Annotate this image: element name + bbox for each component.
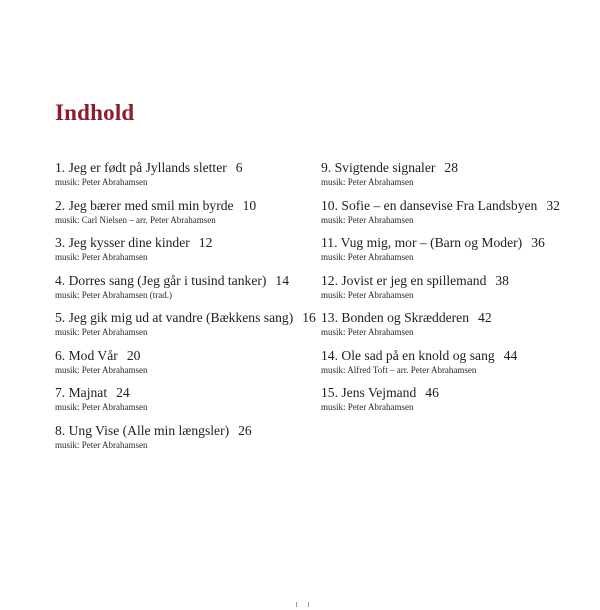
entry-line bbox=[321, 234, 581, 252]
music-credit: musik: Carl Nielsen – arr. Peter Abrahamsen bbox=[55, 214, 216, 225]
toc-entry bbox=[55, 384, 305, 422]
page-number: 16 bbox=[302, 310, 316, 325]
music-credit: musik: Peter Abrahamsen bbox=[55, 252, 148, 262]
page-number: 24 bbox=[116, 385, 130, 400]
toc-entry bbox=[55, 272, 305, 310]
entry-line bbox=[55, 309, 316, 327]
page-number: 6 bbox=[235, 160, 243, 175]
toc-entry bbox=[55, 347, 305, 385]
page-number: 28 bbox=[444, 160, 458, 175]
entry-line bbox=[55, 422, 305, 440]
toc-entry bbox=[321, 159, 581, 197]
song-title: 14. Ole sad på en knold og sang bbox=[321, 347, 495, 363]
song-title: 4. Dorres sang (Jeg går i tusind tanker) bbox=[55, 272, 267, 288]
song-title: 9. Svigtende signaler bbox=[321, 160, 436, 175]
toc-entry bbox=[321, 272, 581, 310]
entry-line bbox=[55, 197, 305, 215]
toc-entry bbox=[321, 197, 581, 235]
song-title: 8. Ung Vise (Alle min længsler) bbox=[55, 422, 230, 438]
music-credit: musik: Alfred Toft – arr. Peter Abrahamsen bbox=[321, 364, 477, 375]
toc-entry bbox=[321, 234, 581, 272]
entry-line bbox=[321, 347, 581, 365]
page-number: 38 bbox=[495, 272, 509, 288]
crop-mark-right bbox=[308, 602, 309, 607]
music-credit: musik: Peter Abrahamsen bbox=[55, 364, 148, 375]
entry-line bbox=[321, 159, 581, 177]
song-title: 13. Bonden og Skrædderen bbox=[321, 310, 470, 325]
entry-line bbox=[55, 347, 305, 365]
music-credit: musik: Peter Abrahamsen bbox=[55, 327, 148, 337]
entry-line bbox=[321, 309, 581, 327]
page-number: 36 bbox=[531, 235, 545, 250]
page-number: 32 bbox=[546, 197, 560, 213]
page-number: 46 bbox=[425, 385, 439, 400]
music-credit: musik: Peter Abrahamsen bbox=[55, 402, 148, 412]
page-number: 12 bbox=[198, 235, 213, 250]
music-credit: musik: Peter Abrahamsen bbox=[321, 252, 414, 262]
music-credit: musik: Peter Abrahamsen bbox=[321, 177, 414, 187]
page-title: Indhold bbox=[55, 100, 135, 125]
toc-entry bbox=[321, 347, 581, 385]
page-number: 20 bbox=[126, 347, 141, 363]
music-credit: musik: Peter Abrahamsen bbox=[321, 327, 414, 337]
toc-entry bbox=[55, 309, 316, 347]
page-number: 44 bbox=[503, 347, 518, 363]
toc-entry bbox=[55, 197, 305, 235]
song-title: 1. Jeg er født på Jyllands sletter bbox=[55, 160, 227, 175]
music-credit: musik: Peter Abrahamsen bbox=[55, 439, 148, 450]
song-title: 7. Majnat bbox=[55, 385, 108, 400]
song-title: 5. Jeg gik mig ud at vandre (Bækkens sang) bbox=[55, 310, 294, 325]
music-credit: musik: Peter Abrahamsen bbox=[321, 289, 414, 300]
toc-entry bbox=[55, 159, 305, 197]
song-title: 11. Vug mig, mor – (Barn og Moder) bbox=[321, 235, 523, 250]
entry-line bbox=[55, 272, 305, 290]
toc-entry bbox=[55, 422, 305, 460]
song-title: 12. Jovist er jeg en spillemand bbox=[321, 272, 487, 288]
page-number: 10 bbox=[242, 197, 257, 213]
toc-column-left bbox=[55, 159, 316, 459]
music-credit: musik: Peter Abrahamsen (trad.) bbox=[55, 289, 172, 300]
music-credit: musik: Peter Abrahamsen bbox=[55, 177, 148, 187]
entry-line bbox=[55, 234, 305, 252]
page-number: 14 bbox=[275, 272, 289, 288]
entry-line bbox=[321, 272, 581, 290]
music-credit: musik: Peter Abrahamsen bbox=[321, 402, 414, 412]
entry-line bbox=[55, 159, 305, 177]
music-credit: musik: Peter Abrahamsen bbox=[321, 214, 414, 225]
page-number: 42 bbox=[478, 310, 492, 325]
entry-line bbox=[321, 197, 581, 215]
toc-entry bbox=[55, 234, 305, 272]
song-title: 10. Sofie – en dansevise Fra Landsbyen bbox=[321, 197, 538, 213]
toc-entry bbox=[321, 309, 581, 347]
entry-line bbox=[55, 384, 305, 402]
song-title: 15. Jens Vejmand bbox=[321, 385, 417, 400]
page-number: 26 bbox=[238, 422, 252, 438]
crop-mark-left bbox=[296, 602, 297, 607]
toc-entry bbox=[321, 384, 581, 422]
song-title: 3. Jeg kysser dine kinder bbox=[55, 235, 190, 250]
toc-column-right bbox=[321, 159, 581, 422]
song-title: 6. Mod Vår bbox=[55, 347, 118, 363]
entry-line bbox=[321, 384, 581, 402]
song-title: 2. Jeg bærer med smil min byrde bbox=[55, 197, 234, 213]
